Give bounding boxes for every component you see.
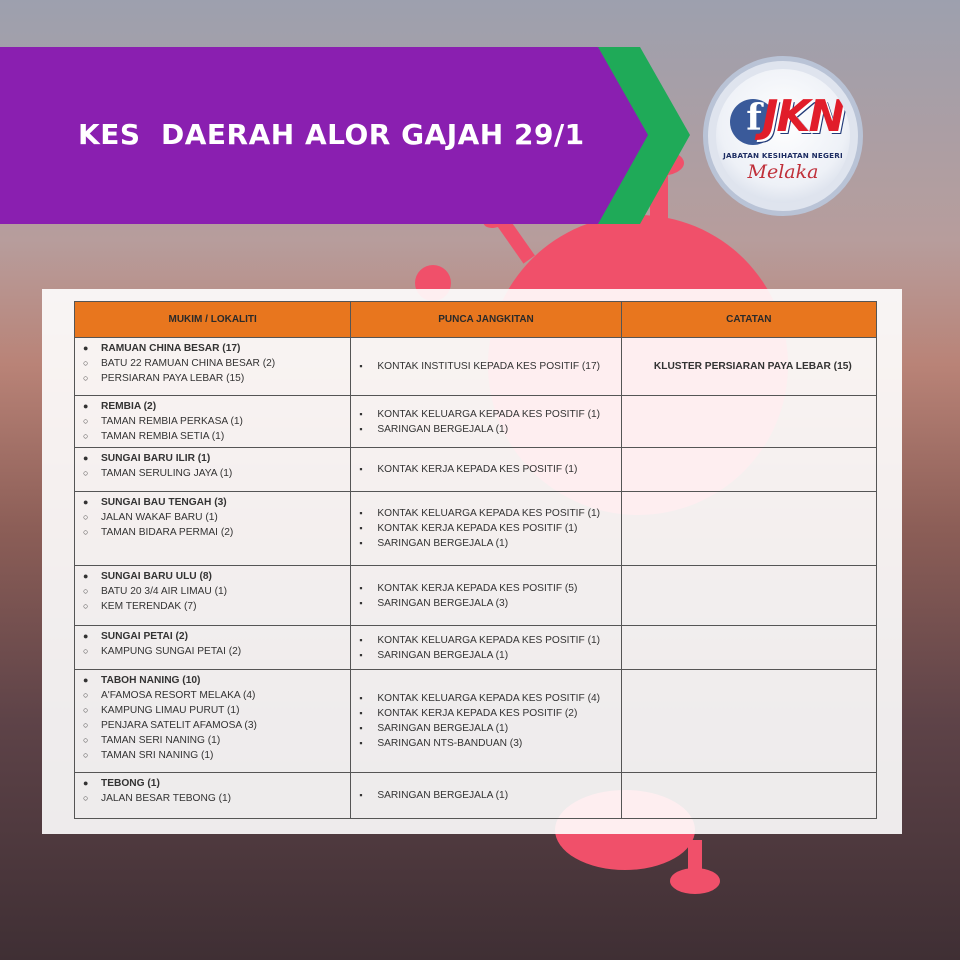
source-item: KONTAK INSTITUSI KEPADA KES POSITIF (17) <box>377 361 601 372</box>
source-cell: ▪ KONTAK INSTITUSI KEPADA KES POSITIF (17) <box>351 338 621 396</box>
source-item: SARINGAN NTS-BANDUAN (3) <box>377 738 523 749</box>
note-cell <box>621 448 876 492</box>
mukim-name: SUNGAI BAU TENGAH (3) <box>101 497 227 508</box>
mukim-cell: ● REMBIA (2) ○ TAMAN REMBIA PERKASA (1) ○ TAMAN REMBIA SETIA (1) <box>75 396 351 448</box>
source-item: SARINGAN BERGEJALA (1) <box>377 538 509 549</box>
mukim-name: RAMUAN CHINA BESAR (17) <box>101 343 241 354</box>
mukim-name: TABOH NANING (10) <box>101 675 201 686</box>
table-row <box>75 396 877 448</box>
note-cell <box>621 626 876 670</box>
locality-item: JALAN BESAR TEBONG (1) <box>101 793 232 804</box>
source-item: SARINGAN BERGEJALA (1) <box>377 649 509 661</box>
locality-item: KEM TERENDAK (7) <box>101 601 197 612</box>
locality-item: TAMAN BIDARA PERMAI (2) <box>101 527 234 538</box>
note-cell <box>621 773 876 819</box>
source-item: SARINGAN BERGEJALA (1) <box>377 423 509 435</box>
locality-item: TAMAN REMBIA PERKASA (1) <box>101 416 243 427</box>
locality-item: PERSIARAN PAYA LEBAR (15) <box>101 373 245 384</box>
note-cell <box>621 396 876 448</box>
locality-item: A'FAMOSA RESORT MELAKA (4) <box>101 690 256 701</box>
logo-abbreviation: JKN <box>762 91 844 142</box>
logo-script-text: Melaka <box>747 161 819 183</box>
table-row <box>75 670 877 773</box>
table-row <box>75 338 877 396</box>
source-item: KONTAK KERJA KEPADA KES POSITIF (5) <box>377 582 578 594</box>
source-item: KONTAK KELUARGA KEPADA KES POSITIF (1) <box>377 508 601 519</box>
table-row <box>75 566 877 626</box>
source-cell: ▪ SARINGAN BERGEJALA (1) <box>351 773 621 819</box>
table-header-row <box>75 302 877 338</box>
source-item: KONTAK KELUARGA KEPADA KES POSITIF (1) <box>377 634 601 646</box>
mukim-cell: ● TEBONG (1) ○ JALAN BESAR TEBONG (1) <box>75 773 351 819</box>
locality-item: BATU 20 3/4 AIR LIMAU (1) <box>101 586 228 597</box>
note-cell <box>621 492 876 566</box>
source-cell: ▪ KONTAK KELUARGA KEPADA KES POSITIF (1) ▪ KONTAK KERJA KEPADA KES POSITIF (1) ▪ SARINGAN BERGEJALA (1) <box>351 492 621 566</box>
source-item: KONTAK KELUARGA KEPADA KES POSITIF (4) <box>377 693 601 704</box>
mukim-cell: ● SUNGAI BARU ULU (8) ○ BATU 20 3/4 AIR LIMAU (1) ○ KEM TERENDAK (7) <box>75 566 351 626</box>
table-row <box>75 448 877 492</box>
case-table <box>74 301 877 819</box>
logo-subtitle: JABATAN KESIHATAN NEGERI <box>723 151 843 160</box>
locality-item: KAMPUNG SUNGAI PETAI (2) <box>101 646 242 657</box>
source-cell: ▪ KONTAK KELUARGA KEPADA KES POSITIF (1) ▪ SARINGAN BERGEJALA (1) <box>351 396 621 448</box>
source-item: KONTAK KERJA KEPADA KES POSITIF (1) <box>377 464 578 475</box>
jkn-logo <box>703 56 863 216</box>
locality-item: JALAN WAKAF BARU (1) <box>101 512 218 523</box>
facebook-letter: f <box>746 97 762 139</box>
header-punca: PUNCA JANGKITAN <box>351 302 621 338</box>
header-catatan: CATATAN <box>621 302 876 338</box>
mukim-name: TEBONG (1) <box>101 778 160 789</box>
table-body <box>75 338 877 819</box>
source-item: SARINGAN BERGEJALA (3) <box>377 597 509 609</box>
locality-item: TAMAN SERULING JAYA (1) <box>101 468 233 479</box>
locality-item: TAMAN SERI NANING (1) <box>101 735 221 746</box>
source-item: KONTAK KERJA KEPADA KES POSITIF (2) <box>377 708 578 719</box>
locality-item: TAMAN REMBIA SETIA (1) <box>101 431 225 442</box>
mukim-name: SUNGAI BARU ULU (8) <box>101 571 212 582</box>
mukim-cell: ● SUNGAI PETAI (2) ○ KAMPUNG SUNGAI PETAI (2) <box>75 626 351 670</box>
mukim-name: REMBIA (2) <box>101 401 157 412</box>
table-row <box>75 626 877 670</box>
locality-item: PENJARA SATELIT AFAMOSA (3) <box>101 720 257 731</box>
mukim-name: SUNGAI BARU ILIR (1) <box>101 453 211 464</box>
mukim-cell: ● SUNGAI BARU ILIR (1) ○ TAMAN SERULING JAYA (1) <box>75 448 351 492</box>
source-cell: ▪ KONTAK KERJA KEPADA KES POSITIF (1) <box>351 448 621 492</box>
source-item: SARINGAN BERGEJALA (1) <box>377 723 509 734</box>
page-title: KES DAERAH ALOR GAJAH 29/1 <box>78 118 585 151</box>
locality-item: KAMPUNG LIMAU PURUT (1) <box>101 705 240 716</box>
header-mukim: MUKIM / LOKALITI <box>75 302 351 338</box>
locality-item: TAMAN SRI NANING (1) <box>101 750 214 761</box>
mukim-cell: ● TABOH NANING (10) ○ A'FAMOSA RESORT MELAKA (4) ○ KAMPUNG LIMAU PURUT (1) ○ PENJARA SATELIT AFAMOSA (3) ○ TAMAN SERI NANING (1) ○ TAMAN SRI NANING (1) <box>75 670 351 773</box>
note-cell: KLUSTER PERSIARAN PAYA LEBAR (15) <box>621 338 876 396</box>
source-item: SARINGAN BERGEJALA (1) <box>377 790 509 801</box>
mukim-cell: ● SUNGAI BAU TENGAH (3) ○ JALAN WAKAF BARU (1) ○ TAMAN BIDARA PERMAI (2) <box>75 492 351 566</box>
mukim-name: SUNGAI PETAI (2) <box>101 631 188 642</box>
note-cell <box>621 670 876 773</box>
table-panel <box>42 289 902 834</box>
source-cell: ▪ KONTAK KERJA KEPADA KES POSITIF (5) ▪ SARINGAN BERGEJALA (3) <box>351 566 621 626</box>
table-row <box>75 492 877 566</box>
source-item: KONTAK KELUARGA KEPADA KES POSITIF (1) <box>377 408 601 420</box>
source-cell: ▪ KONTAK KELUARGA KEPADA KES POSITIF (1) ▪ SARINGAN BERGEJALA (1) <box>351 626 621 670</box>
table-row <box>75 773 877 819</box>
source-item: KONTAK KERJA KEPADA KES POSITIF (1) <box>377 523 578 534</box>
mukim-cell: ● RAMUAN CHINA BESAR (17) ○ BATU 22 RAMUAN CHINA BESAR (2) ○ PERSIARAN PAYA LEBAR (15) <box>75 338 351 396</box>
locality-item: BATU 22 RAMUAN CHINA BESAR (2) <box>101 358 276 369</box>
note-cell <box>621 566 876 626</box>
source-cell: ▪ KONTAK KELUARGA KEPADA KES POSITIF (4) ▪ KONTAK KERJA KEPADA KES POSITIF (2) ▪ SARINGAN BERGEJALA (1) ▪ SARINGAN NTS-BANDUAN (3) <box>351 670 621 773</box>
